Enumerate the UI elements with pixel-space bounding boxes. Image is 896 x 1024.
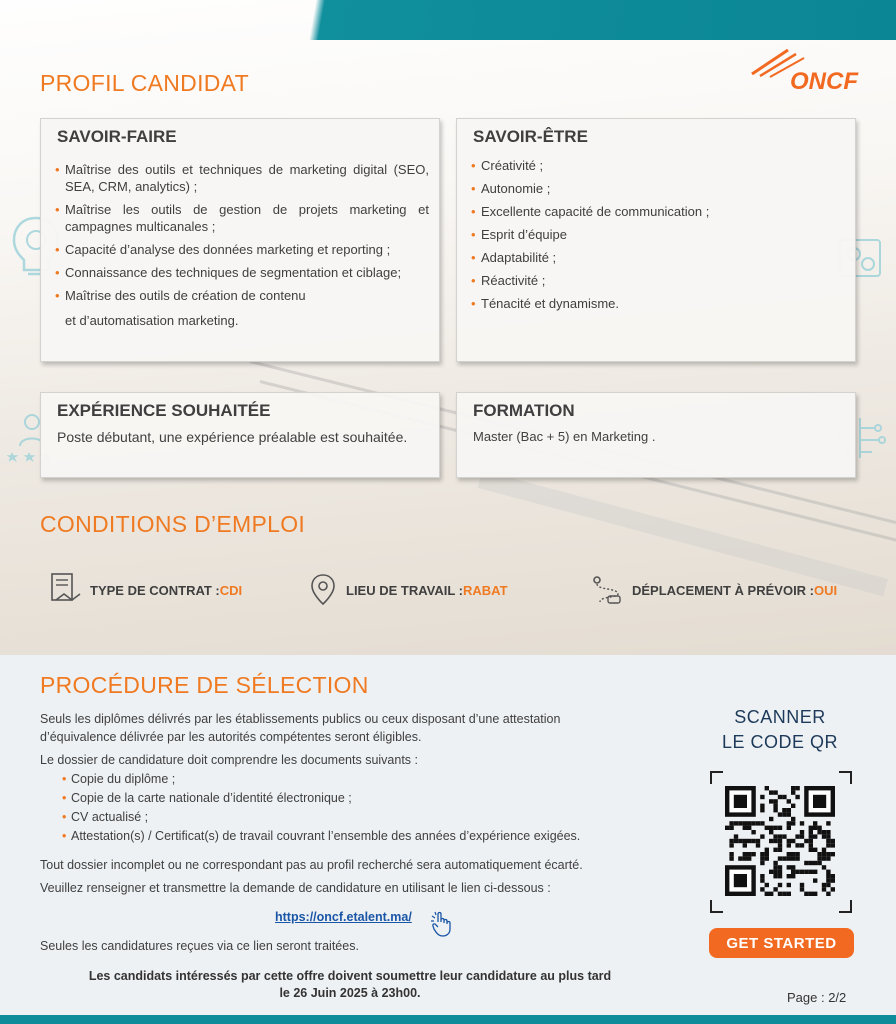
location-pin-icon [308, 572, 338, 608]
formation-heading: FORMATION [473, 401, 575, 420]
savoir-faire-list [55, 161, 429, 329]
list-item: • Maîtrise les outils de gestion de projets marketing et campagnes multicanales ; [55, 201, 429, 235]
experience-card [40, 392, 440, 478]
list-item: • Capacité d’analyse des données marketing et reporting ; [55, 241, 429, 258]
get-started-button[interactable]: GET STARTED [709, 928, 854, 958]
lieu-value: RABAT [463, 582, 508, 598]
formation-text: Master (Bac + 5) en Marketing . [473, 429, 656, 444]
list-item: • Copie du diplôme ; [62, 770, 580, 789]
procedure-title: PROCÉDURE DE SÉLECTION [40, 672, 369, 698]
list-item: et d’automatisation marketing. [65, 313, 239, 328]
contrat-condition [48, 572, 242, 608]
scan-line-2: LE CODE QR [721, 732, 839, 752]
list-item: • Réactivité ; [471, 272, 845, 289]
list-item: • CV actualisé ; [62, 808, 580, 827]
contrat-label: TYPE DE CONTRAT : [90, 582, 220, 598]
list-item: • Ténacité et dynamisme. [471, 295, 845, 312]
deadline-line-1: Les candidats intéressés par cette offre doivent soumettre leur candidature au plus tard [88, 969, 612, 983]
savoir-faire-card [40, 118, 440, 362]
list-item: • Maîtrise des outils de création de contenu [55, 287, 429, 304]
incomplete-notice: Tout dossier incomplet ou ne correspondant pas au profil recherché sera automatiquement écarté. [40, 858, 583, 872]
scan-label [700, 705, 860, 755]
oncf-logo [748, 48, 858, 94]
candidature-link[interactable]: https://oncf.etalent.ma/ [275, 910, 412, 924]
experience-text: Poste débutant, une expérience préalable est souhaitée. [57, 429, 408, 445]
page-number: Page : 2/2 [787, 990, 847, 1005]
dossier-intro: Le dossier de candidature doit comprendre les documents suivants : [40, 753, 418, 767]
conditions-title: CONDITIONS D’EMPLOI [40, 511, 306, 537]
deadline-notice [40, 968, 660, 1002]
deadline-line-2: le 26 Juin 2025 à 23h00. [279, 986, 421, 1000]
list-item: • Esprit d’équipe [471, 226, 845, 243]
scan-line-1: SCANNER [734, 707, 826, 727]
lieu-label: LIEU DE TRAVAIL : [346, 582, 463, 598]
deplacement-value: OUI [814, 582, 838, 598]
qr-code[interactable] [709, 770, 853, 914]
bottom-band [0, 1015, 896, 1024]
route-travel-icon [590, 572, 624, 608]
lieu-condition [308, 572, 508, 608]
click-hand-icon [428, 910, 456, 938]
list-item: • Excellente capacité de communication ; [471, 203, 845, 220]
list-item: • Attestation(s) / Certificat(s) de travail couvrant l’ensemble des années d’expérience exigées. [62, 827, 580, 846]
logo-text: ONCF [790, 68, 858, 95]
experience-heading: EXPÉRIENCE SOUHAITÉE [57, 401, 271, 420]
savoir-etre-card [456, 118, 856, 362]
formation-card [456, 392, 856, 478]
list-item: • Adaptabilité ; [471, 249, 845, 266]
contract-handshake-icon [48, 572, 82, 608]
list-item: • Autonomie ; [471, 180, 845, 197]
list-item: • Créativité ; [471, 157, 845, 174]
top-band [0, 0, 896, 40]
instruction-text: Veuillez renseigner et transmettre la demande de candidature en utilisant le lien ci-dessous : [40, 881, 551, 895]
deplacement-label: DÉPLACEMENT À PRÉVOIR : [632, 582, 815, 598]
savoir-etre-heading: SAVOIR-ÊTRE [473, 127, 588, 146]
list-item: • Connaissance des techniques de segmentation et ciblage; [55, 264, 429, 281]
deplacement-condition [590, 572, 837, 608]
savoir-etre-list [471, 157, 845, 312]
list-item: • Maîtrise des outils et techniques de marketing digital (SEO, SEA, CRM, analytics) ; [55, 161, 429, 195]
profil-title: PROFIL CANDIDAT [40, 70, 249, 96]
savoir-faire-heading: SAVOIR-FAIRE [57, 127, 177, 146]
procedure-intro-2: d’équivalence délivrée par les autorités compétentes seront éligibles. [40, 730, 422, 744]
contrat-value: CDI [219, 582, 243, 598]
only-via-notice: Seules les candidatures reçues via ce lien seront traitées. [40, 939, 359, 953]
procedure-intro-1: Seuls les diplômes délivrés par les établissements publics ou ceux disposant d’une attestation [40, 712, 561, 726]
documents-list [62, 770, 580, 846]
list-item: • Copie de la carte nationale d’identité électronique ; [62, 789, 580, 808]
